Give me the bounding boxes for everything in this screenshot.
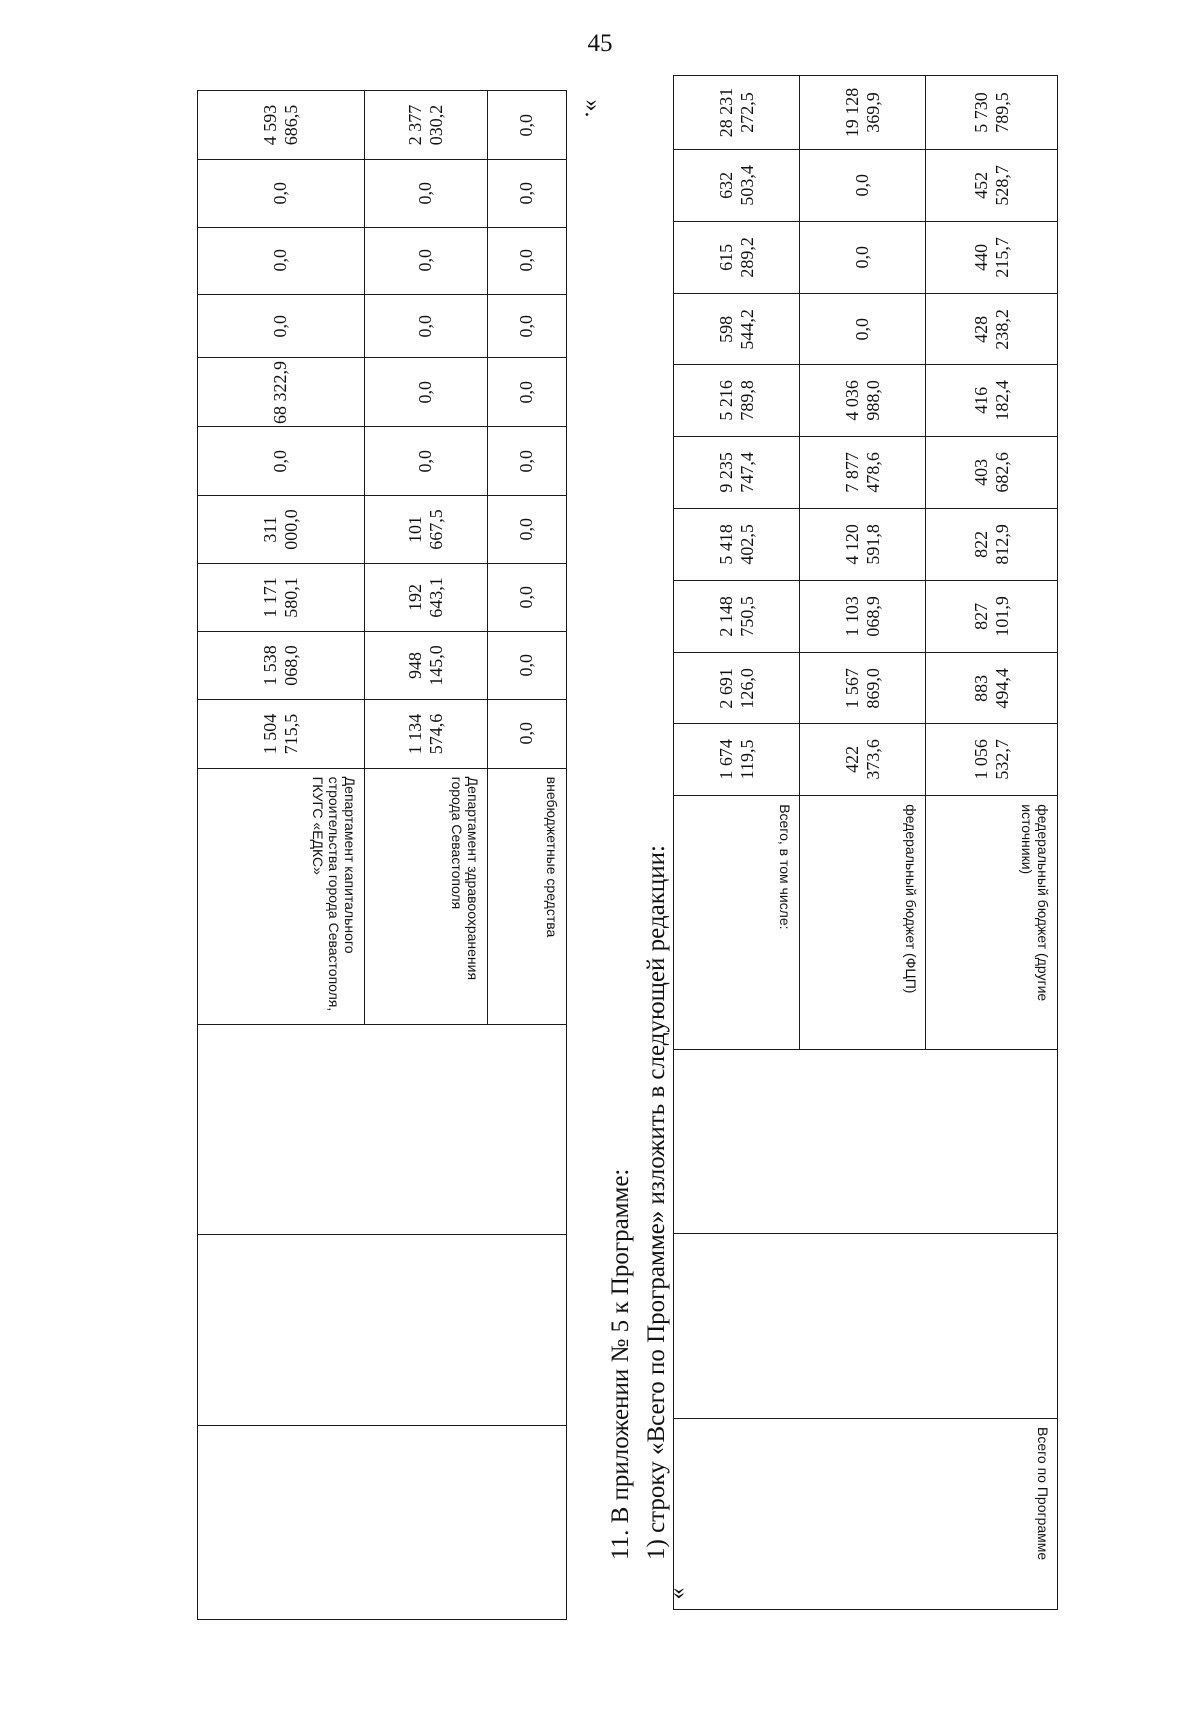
table-top-wrapper bbox=[197, 90, 567, 1620]
table-top-value-cell bbox=[487, 563, 566, 631]
table-top-value: 1 134 574,6 bbox=[404, 713, 446, 754]
table-top-value-cell bbox=[198, 227, 365, 294]
table-bottom-value-cell bbox=[800, 293, 926, 365]
table-top-value-cell bbox=[487, 631, 566, 699]
caption-line1: 11. В приложении № 5 к Программе: bbox=[607, 1168, 634, 1560]
table-bottom-value: 598 544,2 bbox=[715, 308, 757, 350]
page-number: 45 bbox=[587, 30, 613, 57]
table-top-value: 1 504 715,5 bbox=[259, 713, 301, 754]
table-top-value-cell bbox=[487, 91, 566, 160]
table-top-value-cell bbox=[364, 91, 487, 160]
table-bottom-value: 1 103 068,9 bbox=[841, 595, 883, 637]
table-top-value-cell bbox=[198, 563, 365, 631]
table-bottom-value: 883 494,4 bbox=[970, 667, 1012, 709]
table-bottom-value-cell bbox=[674, 365, 800, 437]
table-bottom-value-cell bbox=[926, 437, 1058, 509]
table-top-value: 4 593 686,5 bbox=[259, 104, 301, 146]
table-top bbox=[197, 90, 567, 1620]
table-top-value: 0,0 bbox=[415, 249, 436, 272]
table-bottom-row-label: федеральный бюджет (другие источники) bbox=[926, 796, 1058, 1049]
table-bottom-value-cell bbox=[926, 508, 1058, 580]
table-bottom-value: 452 528,7 bbox=[970, 165, 1012, 206]
table-bottom-value-cell bbox=[800, 437, 926, 509]
table-bottom-value: 632 503,4 bbox=[715, 165, 757, 206]
table-bottom-value-cell bbox=[674, 76, 800, 150]
table-top-row bbox=[487, 91, 566, 1620]
table-bottom-value-cell bbox=[926, 293, 1058, 365]
table-bottom-value: 428 238,2 bbox=[970, 308, 1012, 350]
table-bottom-value-cell bbox=[674, 724, 800, 796]
table-bottom-wrapper bbox=[673, 75, 1058, 1610]
table-top-value-cell bbox=[364, 496, 487, 564]
table-bottom-value-cell bbox=[926, 76, 1058, 150]
table-top-value-cell bbox=[198, 631, 365, 699]
table-top-value: 948 145,0 bbox=[404, 645, 446, 686]
table-top-value: 2 377 030,2 bbox=[404, 104, 446, 146]
table-top-merged-cell bbox=[198, 1235, 567, 1426]
table-top-value-cell bbox=[198, 294, 365, 358]
table-top-value: 0,0 bbox=[516, 722, 537, 745]
table-top-value-cell bbox=[487, 227, 566, 294]
table-top-row-label: Департамент здравоохранения города Севастополя bbox=[364, 768, 487, 1024]
table-top-value-cell bbox=[198, 91, 365, 160]
table-bottom-value-cell bbox=[800, 365, 926, 437]
table-top-value-cell bbox=[364, 563, 487, 631]
table-bottom-value: 9 235 747,4 bbox=[715, 452, 757, 493]
table-bottom-value-cell bbox=[674, 437, 800, 509]
table-top-value: 0,0 bbox=[270, 314, 291, 338]
table-bottom-value-cell bbox=[926, 580, 1058, 652]
table-top-value: 311 000,0 bbox=[259, 509, 301, 550]
table-top-value-cell bbox=[487, 496, 566, 564]
table-top-value: 0,0 bbox=[516, 380, 537, 404]
table-bottom-value: 5 418 402,5 bbox=[715, 524, 757, 565]
table-bottom-value-cell bbox=[674, 149, 800, 221]
table-bottom-value: 0,0 bbox=[852, 174, 873, 197]
table-bottom-value-cell bbox=[800, 221, 926, 293]
table-top-value-cell bbox=[487, 699, 566, 768]
table-top-value-cell bbox=[198, 427, 365, 496]
table-bottom-value: 19 128 369,9 bbox=[841, 87, 883, 138]
table-top-value: 0,0 bbox=[415, 314, 436, 338]
table-top-row-label: Департамент капитального строительства города Севастополя, ГКУГС «ЕДКС» bbox=[198, 768, 365, 1024]
table-bottom bbox=[673, 75, 1058, 1610]
table-bottom-value-cell bbox=[674, 508, 800, 580]
table-bottom-row-label: Всего, в том числе: bbox=[674, 796, 800, 1049]
table-bottom-value: 4 120 591,8 bbox=[841, 524, 883, 565]
table-bottom-merged-cell bbox=[674, 1049, 1058, 1234]
table-bottom-value-cell bbox=[800, 652, 926, 724]
table-bottom-value: 615 289,2 bbox=[715, 236, 757, 278]
table-bottom-value-cell bbox=[674, 580, 800, 652]
table-bottom-value-cell bbox=[800, 149, 926, 221]
table-top-value-cell bbox=[198, 358, 365, 427]
table-top-value: 0,0 bbox=[516, 113, 537, 137]
table-top-value-cell bbox=[364, 427, 487, 496]
closing-quote-mark: ». bbox=[579, 99, 606, 118]
table-bottom-value: 1 056 532,7 bbox=[970, 739, 1012, 781]
table-top-value: 1 538 068,0 bbox=[259, 645, 301, 686]
table-top-value: 68 322,9 bbox=[270, 360, 291, 424]
table-top-merged-cell bbox=[198, 1425, 567, 1619]
table-bottom-value-cell bbox=[926, 652, 1058, 724]
table-bottom-value: 1 674 119,5 bbox=[715, 739, 757, 781]
table-top-value-cell bbox=[364, 159, 487, 227]
table-top-value: 0,0 bbox=[270, 182, 291, 205]
table-bottom-value-cell bbox=[674, 652, 800, 724]
table-bottom-value: 0,0 bbox=[852, 245, 873, 269]
table-top-value-cell bbox=[487, 294, 566, 358]
table-top-row-label: внебюджетные средства bbox=[487, 768, 566, 1024]
table-bottom-value: 28 231 272,5 bbox=[715, 87, 757, 138]
table-bottom-value-cell bbox=[800, 508, 926, 580]
table-bottom-value: 2 148 750,5 bbox=[715, 595, 757, 637]
table-bottom-value: 822 812,9 bbox=[970, 524, 1012, 565]
table-bottom-value: 416 182,4 bbox=[970, 380, 1012, 421]
table-bottom-value: 4 036 988,0 bbox=[841, 380, 883, 421]
table-top-merged-cell bbox=[198, 1025, 567, 1235]
table-bottom-value-cell bbox=[674, 293, 800, 365]
table-bottom-value: 0,0 bbox=[852, 317, 873, 341]
table-top-value-cell bbox=[198, 159, 365, 227]
table-bottom-value: 827 101,9 bbox=[970, 595, 1012, 637]
table-bottom-merged-cell bbox=[674, 1234, 1058, 1419]
table-top-value-cell bbox=[487, 159, 566, 227]
table-top-value: 0,0 bbox=[270, 449, 291, 473]
table-top-value: 0,0 bbox=[516, 449, 537, 473]
table-top-value: 0,0 bbox=[415, 380, 436, 404]
table-top-value-cell bbox=[487, 427, 566, 496]
table-bottom-value: 1 567 869,0 bbox=[841, 667, 883, 709]
table-top-value: 0,0 bbox=[516, 586, 537, 609]
table-bottom-row-label: федеральный бюджет (ФЦП) bbox=[800, 796, 926, 1049]
table-top-value: 0,0 bbox=[516, 182, 537, 205]
table-top-value-cell bbox=[364, 227, 487, 294]
table-top-value-cell bbox=[487, 358, 566, 427]
table-top-value: 0,0 bbox=[516, 654, 537, 677]
table-top-value: 0,0 bbox=[516, 249, 537, 272]
table-top-value-cell bbox=[364, 631, 487, 699]
table-bottom-value-cell bbox=[800, 724, 926, 796]
caption-line2: 1) строку «Всего по Программе» изложить в следующей редакции: bbox=[643, 845, 670, 1560]
table-bottom-value: 7 877 478,6 bbox=[841, 452, 883, 493]
table-bottom-value: 440 215,7 bbox=[970, 236, 1012, 278]
table-top-value-cell bbox=[364, 294, 487, 358]
table-bottom-row bbox=[926, 76, 1058, 1610]
table-top-value: 0,0 bbox=[270, 249, 291, 272]
table-top-value-cell bbox=[198, 699, 365, 768]
table-bottom-value: 403 682,6 bbox=[970, 452, 1012, 493]
table-top-value: 101 667,5 bbox=[404, 509, 446, 550]
table-top-value: 0,0 bbox=[516, 314, 537, 338]
table-bottom-value-cell bbox=[926, 149, 1058, 221]
table-top-value-cell bbox=[364, 358, 487, 427]
table-bottom-value-cell bbox=[926, 365, 1058, 437]
opening-quote-mark: « bbox=[664, 1587, 691, 1600]
table-top-value-cell bbox=[364, 699, 487, 768]
table-top-value: 192 643,1 bbox=[404, 577, 446, 618]
table-bottom-merged-cell: Всего по Программе bbox=[674, 1419, 1058, 1610]
table-top-value: 0,0 bbox=[415, 449, 436, 473]
table-top-value: 0,0 bbox=[415, 182, 436, 205]
table-top-value: 1 171 580,1 bbox=[259, 577, 301, 618]
table-top-value-cell bbox=[198, 496, 365, 564]
table-bottom-value-cell bbox=[926, 724, 1058, 796]
table-top-value: 0,0 bbox=[516, 518, 537, 541]
table-bottom-value-cell bbox=[926, 221, 1058, 293]
table-bottom-value: 2 691 126,0 bbox=[715, 667, 757, 709]
table-bottom-value: 422 373,6 bbox=[841, 739, 883, 781]
table-bottom-value: 5 730 789,5 bbox=[970, 92, 1012, 133]
table-bottom-value-cell bbox=[800, 580, 926, 652]
table-bottom-value-cell bbox=[674, 221, 800, 293]
table-bottom-value-cell bbox=[800, 76, 926, 150]
table-bottom-value: 5 216 789,8 bbox=[715, 380, 757, 421]
